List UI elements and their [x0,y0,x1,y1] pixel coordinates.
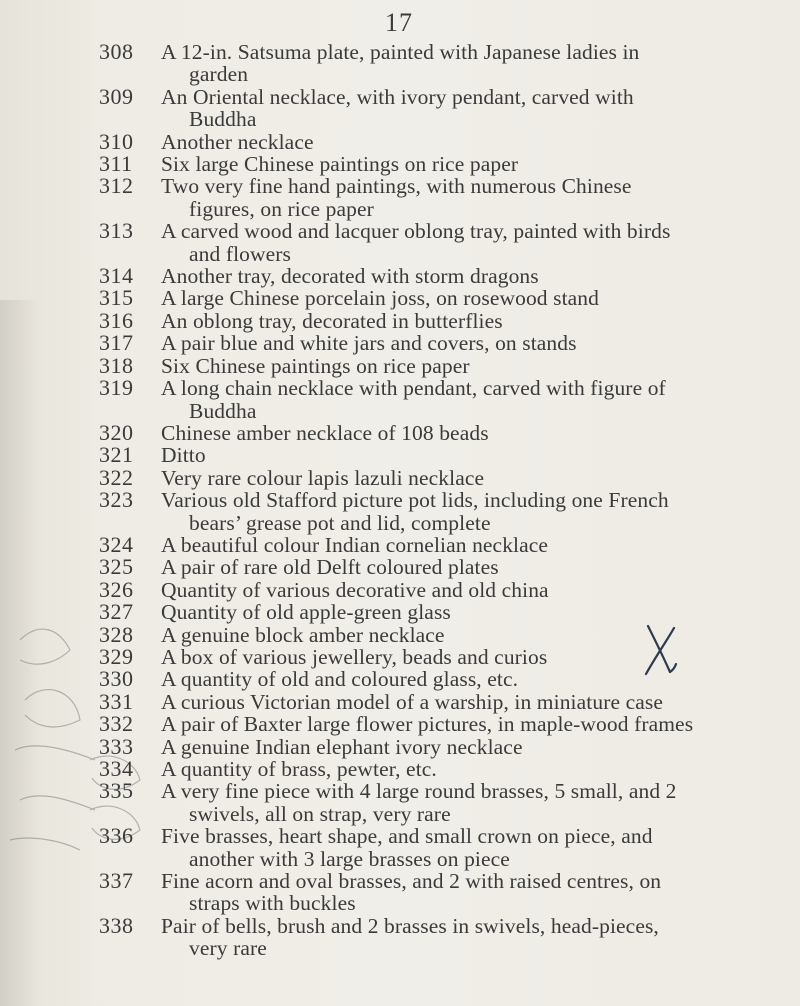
lot-entry [0,332,800,354]
lot-description: A beautiful colour Indian cornelian necklace [161,532,549,557]
lot-entry [0,912,800,961]
lot-entry [0,758,800,780]
lot-description: A pair of rare old Delft coloured plates [161,555,499,580]
lot-number: 329 [99,643,134,669]
lot-description: A carved wood and lacquer oblong tray, painted with birds and flowers [161,219,671,266]
lot-number: 336 [99,823,134,849]
lot-number: 337 [99,868,134,894]
lot-entry [0,576,800,602]
lot-entry [0,870,800,915]
lot-description: A box of various jewellery, beads and curios [161,644,548,669]
lot-entry [0,83,800,132]
lot-number: 332 [99,711,134,737]
lot-number: 331 [99,688,134,714]
lot-number: 330 [99,666,134,692]
lot-description: A pair of Baxter large flower pictures, in maple-wood frames [161,712,694,737]
lot-description: A quantity of old and coloured glass, etc. [161,667,519,692]
lot-number: 311 [99,151,133,177]
lot-number: 326 [99,576,134,602]
lot-number: 335 [99,778,134,804]
lot-description: A long chain necklace with pendant, carved with figure of Buddha [161,376,666,423]
lot-entry [0,643,800,669]
lot-description: Pair of bells, brush and 2 brasses in swivels, head-pieces, very rare [161,913,659,961]
lot-description: Quantity of old apple-green glass [161,600,451,625]
lot-description: Another necklace [161,129,314,154]
lot-description: Six Chinese paintings on rice paper [161,353,470,378]
lot-description: Another tray, decorated with storm dragons [161,264,539,289]
lot-entry [0,153,800,175]
lot-list [0,41,800,960]
lot-description: A 12-in. Satsuma plate, painted with Japanese ladies in garden [161,40,640,87]
lot-entry [0,489,800,534]
lot-description: An oblong tray, decorated in butterflies [161,308,503,333]
lot-number: 319 [99,375,134,401]
lot-number: 309 [99,83,134,109]
lot-entry [0,41,800,86]
lot-entry [0,307,800,333]
lot-number: 310 [99,128,134,154]
lot-number: 333 [99,733,134,759]
lot-description: Six large Chinese paintings on rice paper [161,152,519,177]
lot-number: 338 [99,912,134,938]
lot-number: 323 [99,487,134,513]
lot-description: A very fine piece with 4 large round brasses, 5 small, and 2 swivels, all on strap, very rare [161,779,677,826]
lot-description: Ditto [161,443,206,468]
lot-entry [0,175,800,220]
lot-entry [0,668,800,690]
lot-number: 312 [99,173,134,199]
lot-description: An Oriental necklace, with ivory pendant, carved with Buddha [161,84,634,132]
lot-entry [0,733,800,759]
lot-entry [0,825,800,870]
lot-description: A genuine block amber necklace [161,622,445,647]
lot-number: 318 [99,352,134,378]
lot-description: Very rare colour lapis lazuli necklace [161,465,485,490]
lot-description: Various old Stafford picture pot lids, including one French bears’ grease pot and lid, complete [161,488,669,535]
lot-description: Fine acorn and oval brasses, and 2 with raised centres, on straps with buckles [161,869,662,916]
lot-entry [0,780,800,825]
lot-description: A quantity of brass, pewter, etc. [161,757,437,781]
lot-entry [0,688,800,714]
lot-description: Quantity of various decorative and old china [161,577,549,602]
lot-entry [0,713,800,735]
lot-description: Five brasses, heart shape, and small crown on piece, and another with 3 large brasses on piece [161,824,653,871]
lot-number: 321 [99,442,134,468]
lot-number: 317 [99,330,134,356]
page-number: 17 [385,8,413,37]
lot-number: 314 [99,263,134,289]
lot-entry [0,556,800,578]
lot-number: 324 [99,531,134,557]
lot-number: 308 [99,39,134,64]
lot-number: 313 [99,218,134,244]
lot-description: A large Chinese porcelain joss, on rosewood stand [161,286,600,311]
lot-number: 315 [99,285,134,311]
lot-number: 322 [99,464,134,490]
lot-entry [0,419,800,445]
lot-description: Chinese amber necklace of 108 beads [161,420,489,445]
lot-entry [0,128,800,154]
lot-entry [0,464,800,490]
lot-entry [0,220,800,265]
lot-entry [0,601,800,623]
lot-number: 325 [99,554,134,580]
lot-number: 320 [99,419,134,445]
lot-entry [0,265,800,287]
lot-entry [0,531,800,557]
lot-entry [0,287,800,309]
lot-description: A pair blue and white jars and covers, on stands [161,331,577,356]
handwritten-cross-mark-icon [640,620,680,680]
lot-entry [0,444,800,466]
lot-number: 328 [99,621,134,647]
lot-number: 316 [99,307,134,333]
lot-number: 327 [99,599,134,625]
lot-entry [0,377,800,422]
lot-entry [0,352,800,378]
lot-description: A genuine Indian elephant ivory necklace [161,734,523,759]
lot-entry [0,621,800,647]
lot-description: Two very fine hand paintings, with numerous Chinese figures, on rice paper [161,174,632,221]
lot-number: 334 [99,756,134,781]
lot-description: A curious Victorian model of a warship, in miniature case [161,689,663,714]
